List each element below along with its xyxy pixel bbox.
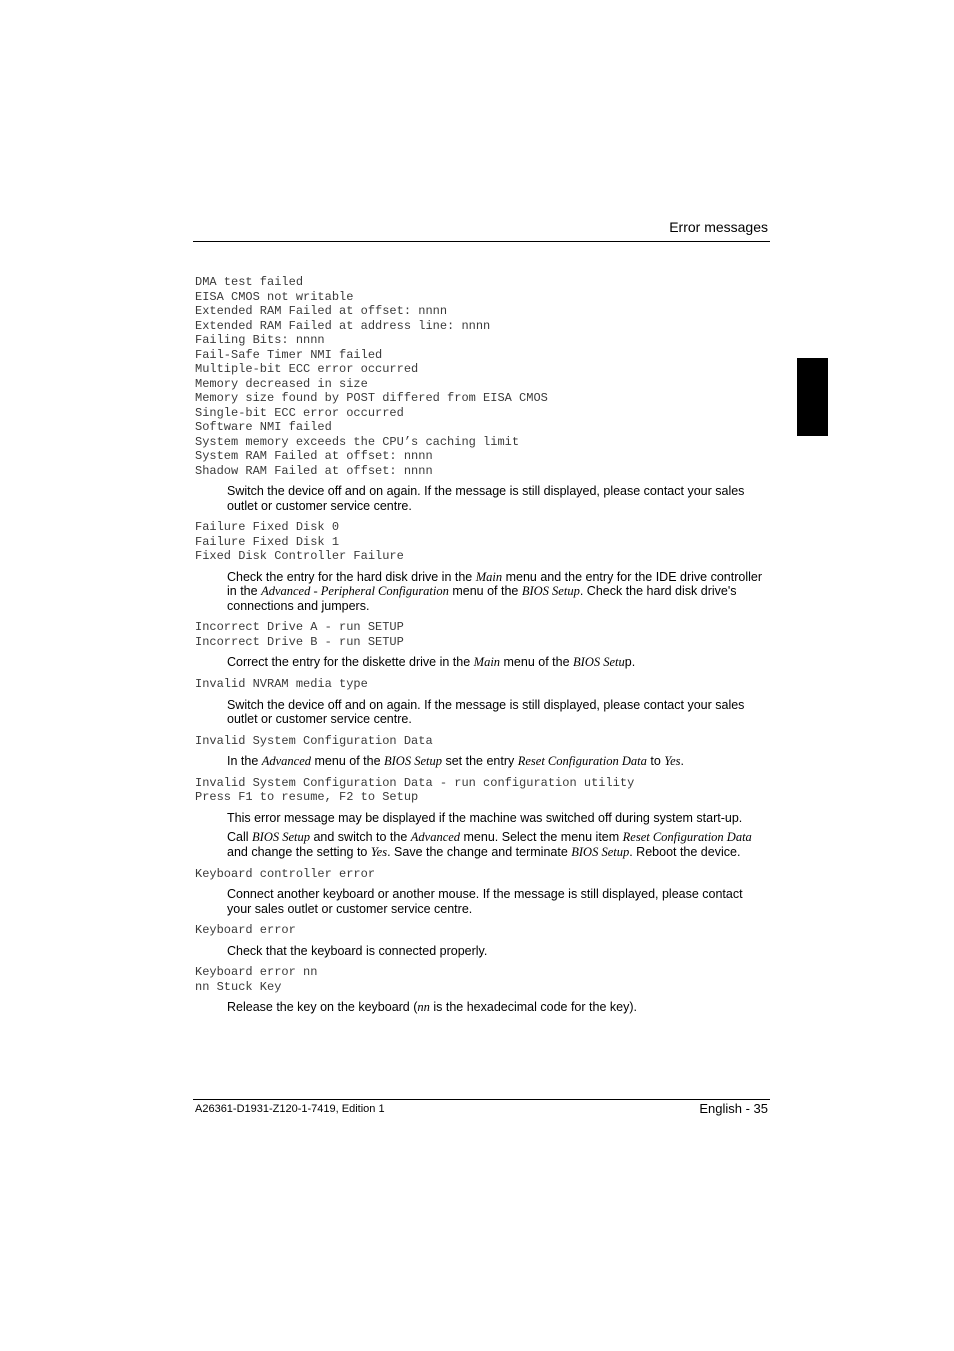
main-content [195,275,770,1015]
error-code: Software NMI failed [195,420,332,434]
error-code-list [195,677,770,692]
footer-rule [193,1099,770,1100]
error-code: Fixed Disk Controller Failure [195,549,404,564]
error-code-list [195,923,770,938]
error-description: Check the entry for the hard disk drive in the Main menu and the entry for the IDE drive controller in the Advanced - Peripheral Configuration menu of the BIOS Setup. Check the hard disk drive's connections and jumpers. [227,569,762,613]
error-code: Keyboard error nn [195,965,318,980]
error-code: System RAM Failed at offset: nnnn [195,449,433,463]
error-code-list [195,734,770,749]
error-description: Release the key on the keyboard (nn is the hexadecimal code for the key). [227,1000,637,1015]
error-code-list [195,965,770,994]
error-code: System memory exceeds the CPU’s caching limit [195,434,520,449]
page-number: English - 35 [699,1101,768,1116]
error-code: Invalid System Configuration Data - run configuration utility [195,775,635,790]
header-rule [193,241,770,242]
error-description: In the Advanced menu of the BIOS Setup set the entry Reset Configuration Data to Yes. [227,754,684,769]
error-description: This error message may be displayed if the machine was switched off during system start-up. [227,810,743,825]
error-code: Keyboard controller error [195,866,376,881]
error-code: Single-bit ECC error occurred [195,405,404,420]
error-code: Extended RAM Failed at offset: nnnn [195,304,448,318]
running-header: Error messages [669,219,768,235]
error-description: Call BIOS Setup and switch to the Advanced menu. Select the menu item Reset Configuration Data and change the setting to Yes. Save the change and terminate BIOS Setup. Reboot the device. [227,830,752,860]
error-code-list [195,620,770,649]
error-code: Failure Fixed Disk 0 [195,520,340,535]
error-code: nn Stuck Key [195,979,282,994]
error-code: Memory size found by POST differed from EISA CMOS [195,391,548,405]
error-code: Multiple-bit ECC error occurred [195,362,419,376]
error-code: EISA CMOS not writable [195,289,354,304]
error-code: Shadow RAM Failed at offset: nnnn [195,463,433,478]
error-code: DMA test failed [195,275,304,289]
document-id: A26361-D1931-Z120-1-7419, Edition 1 [195,1103,385,1115]
error-code: Incorrect Drive A - run SETUP [195,620,404,635]
error-code-list [195,275,770,478]
error-code: Press F1 to resume, F2 to Setup [195,790,419,805]
error-description: Switch the device off and on again. If the message is still displayed, please contact your sales outlet or customer service centre. [227,484,745,513]
error-description: Check that the keyboard is connected properly. [227,943,488,958]
error-code-list [195,867,770,882]
error-description: Switch the device off and on again. If the message is still displayed, please contact your sales outlet or customer service centre. [227,697,745,727]
error-code-list [195,776,770,805]
error-description: Correct the entry for the diskette drive in the Main menu of the BIOS Setup. [227,655,636,670]
error-code: Fail-Safe Timer NMI failed [195,347,383,362]
error-code-list [195,520,770,564]
section-thumb-tab [797,358,828,436]
error-code: Invalid System Configuration Data [195,733,433,748]
error-code: Failure Fixed Disk 1 [195,534,340,549]
error-code: Keyboard error [195,923,296,938]
error-code: Extended RAM Failed at address line: nnnn [195,318,491,333]
error-code: Incorrect Drive B - run SETUP [195,634,404,649]
error-code: Invalid NVRAM media type [195,677,368,692]
error-code: Failing Bits: nnnn [195,333,325,347]
error-code: Memory decreased in size [195,376,368,391]
error-description: Connect another keyboard or another mouse. If the message is still displayed, please contact your sales outlet or customer service centre. [227,887,743,916]
